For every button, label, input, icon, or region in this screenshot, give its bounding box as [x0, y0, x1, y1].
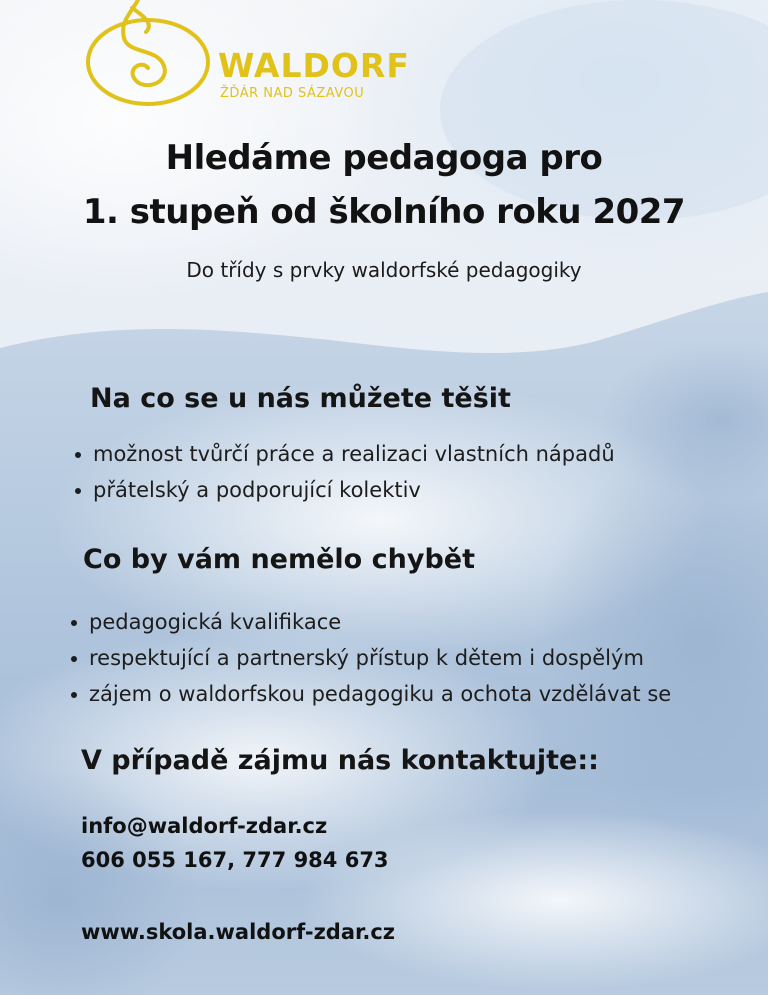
logo-name: WALDORF: [218, 46, 410, 85]
website-link[interactable]: www.skola.waldorf-zdar.cz: [81, 920, 396, 944]
contact-heading: V případě zájmu nás kontaktujte::: [81, 745, 599, 776]
list-item: pedagogická kvalifikace: [71, 604, 671, 640]
subtitle: Do třídy s prvky waldorfské pedagogiky: [186, 258, 582, 282]
school-logo[interactable]: [80, 0, 410, 110]
phone-numbers[interactable]: 606 055 167, 777 984 673: [81, 848, 389, 872]
requirements-heading: Co by vám nemělo chybět: [83, 544, 476, 575]
list-item: zájem o waldorfskou pedagogiku a ochota vzdělávat se: [71, 676, 671, 712]
list-item: respektující a partnerský přístup k dětem i dospělým: [71, 640, 671, 676]
headline-line-2: 1. stupeň od školního roku 2027: [82, 192, 686, 232]
list-item: možnost tvůrčí práce a realizaci vlastních nápadů: [75, 436, 615, 472]
spiral-logo-icon: [80, 0, 215, 110]
benefits-list: [75, 436, 615, 508]
requirements-list: [71, 604, 671, 712]
email-link[interactable]: info@waldorf-zdar.cz: [81, 814, 328, 838]
logo-location: ŽĎÁR NAD SÁZAVOU: [220, 86, 365, 101]
headline-line-1: Hledáme pedagoga pro: [165, 138, 603, 178]
list-item: přátelský a podporující kolektiv: [75, 472, 615, 508]
benefits-heading: Na co se u nás můžete těšit: [90, 383, 511, 414]
